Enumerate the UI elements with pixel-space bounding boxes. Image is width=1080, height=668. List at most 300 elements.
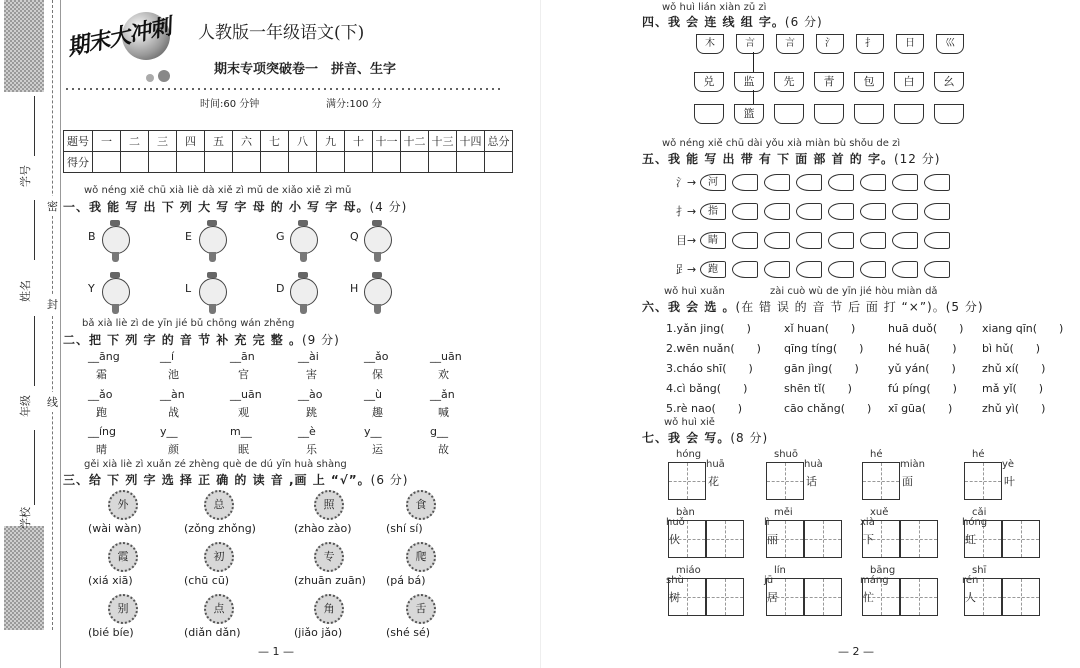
q4-score: (6 分) bbox=[784, 15, 823, 29]
q7-title-text: 七、我 会 写。 bbox=[642, 431, 731, 445]
q3-score: (6 分) bbox=[370, 473, 409, 487]
q2-pinyin-blank[interactable]: __uān bbox=[430, 350, 462, 363]
foot-answer-box[interactable] bbox=[732, 232, 758, 249]
q5-radical: 目→ bbox=[676, 234, 697, 247]
q5-title bbox=[642, 150, 940, 167]
q2-character: 观 bbox=[238, 406, 249, 419]
q6-option[interactable]: zhǔ yì( ) bbox=[982, 402, 1046, 415]
score-table-header: 题号 bbox=[64, 131, 93, 152]
q3-options[interactable]: (shí sí) bbox=[386, 522, 423, 535]
q1-title bbox=[63, 198, 407, 215]
q7-hint-pinyin: shù bbox=[666, 575, 684, 586]
q6-title bbox=[642, 298, 984, 315]
score-table-header: 八 bbox=[289, 131, 317, 152]
q2-pinyin-blank[interactable]: __àn bbox=[160, 388, 185, 401]
q4-component: 包 bbox=[863, 75, 875, 88]
teapot-icon bbox=[696, 34, 724, 54]
q2-pinyin-blank[interactable]: __è bbox=[298, 425, 316, 438]
score-cell[interactable] bbox=[289, 152, 317, 173]
q3-options[interactable]: (xiá xiā) bbox=[88, 574, 133, 587]
q3-character: 别 bbox=[117, 602, 129, 615]
foot-answer-box[interactable] bbox=[860, 232, 886, 249]
q2-character: 战 bbox=[168, 406, 179, 419]
page-title: 人教版一年级语文(下) bbox=[198, 23, 365, 43]
q2-pinyin-blank[interactable]: y__ bbox=[160, 425, 178, 438]
q7-hint-char: 忙 bbox=[863, 591, 874, 604]
score-cell[interactable] bbox=[93, 152, 121, 173]
q2-pinyin-blank[interactable]: __íng bbox=[88, 425, 117, 438]
q2-pinyin-blank[interactable]: m__ bbox=[230, 425, 252, 438]
cup-icon[interactable] bbox=[814, 72, 844, 92]
score-table-header: 六 bbox=[233, 131, 261, 152]
cup-icon[interactable] bbox=[694, 72, 724, 92]
lantern-body[interactable] bbox=[199, 226, 227, 254]
q6-option[interactable]: yǔ yán( ) bbox=[888, 362, 956, 375]
foot-answer-box[interactable] bbox=[860, 174, 886, 191]
q5-radical: 𧾷→ bbox=[676, 263, 697, 276]
foot-answer-box[interactable] bbox=[828, 261, 854, 278]
q7-hint-char: 话 bbox=[806, 475, 817, 488]
score-table-header: 十四 bbox=[457, 131, 485, 152]
q3-character: 舌 bbox=[415, 602, 427, 615]
cup-icon[interactable] bbox=[854, 104, 884, 124]
score-table-header: 五 bbox=[205, 131, 233, 152]
q7-title bbox=[642, 429, 768, 446]
score-cell[interactable] bbox=[317, 152, 345, 173]
q3-options[interactable]: (zǒng zhǒng) bbox=[184, 522, 256, 535]
foot-answer-box[interactable] bbox=[924, 203, 950, 220]
q7-hint-pinyin: huǒ bbox=[666, 517, 685, 528]
q3-character: 点 bbox=[213, 602, 225, 615]
foot-answer-box[interactable] bbox=[828, 203, 854, 220]
q6-option[interactable]: fú píng( ) bbox=[888, 382, 957, 395]
q6-option[interactable]: xī gūa( ) bbox=[888, 402, 953, 415]
q4-connect-line bbox=[753, 90, 754, 104]
foot-answer-box[interactable] bbox=[796, 203, 822, 220]
cup-icon[interactable] bbox=[734, 72, 764, 92]
q2-character: 趣 bbox=[372, 406, 383, 419]
q6-option[interactable]: 4.cì bǎng( ) bbox=[666, 382, 748, 395]
q7-hint-pinyin: lì bbox=[764, 517, 770, 528]
q4-component: 兑 bbox=[703, 75, 715, 88]
q2-pinyin-blank[interactable]: __ǎn bbox=[430, 388, 455, 401]
q3-options[interactable]: (bié bíe) bbox=[88, 626, 134, 639]
score-cell[interactable] bbox=[233, 152, 261, 173]
lantern-body[interactable] bbox=[364, 278, 392, 306]
page-number-2: — 2 — bbox=[838, 645, 874, 658]
q4-answer: 篮 bbox=[743, 107, 755, 120]
q7-hint-char: 伙 bbox=[669, 533, 680, 546]
q3-character: 专 bbox=[323, 550, 335, 563]
score-table-header: 九 bbox=[317, 131, 345, 152]
logo-dot bbox=[146, 74, 154, 82]
q7-hint-pinyin: hóng bbox=[962, 517, 988, 528]
foot-answer-box[interactable] bbox=[796, 232, 822, 249]
q2-character: 官 bbox=[238, 368, 249, 381]
foot-answer-box[interactable] bbox=[892, 232, 918, 249]
lantern-icon bbox=[197, 272, 227, 316]
tianzige-box[interactable] bbox=[804, 578, 842, 616]
flower-icon bbox=[204, 490, 234, 520]
flower-icon bbox=[406, 490, 436, 520]
q7-pinyin: bāng bbox=[870, 565, 896, 576]
lantern-tail bbox=[374, 304, 381, 314]
q3-options[interactable]: (wài wàn) bbox=[88, 522, 142, 535]
score-cell[interactable] bbox=[177, 152, 205, 173]
score-table-header: 一 bbox=[93, 131, 121, 152]
q3-character: 外 bbox=[117, 498, 129, 511]
q4-radical: 木 bbox=[705, 38, 715, 49]
score-row-label: 得分 bbox=[64, 152, 93, 173]
page-subtitle: 期末专项突破卷一 拼音、生字 bbox=[214, 62, 397, 77]
foot-answer-box[interactable] bbox=[796, 174, 822, 191]
fill-line bbox=[34, 430, 35, 505]
q7-pinyin: lín bbox=[774, 565, 786, 576]
q7-hint-char: 叶 bbox=[1004, 475, 1015, 488]
flower-icon bbox=[108, 490, 138, 520]
foot-answer-box[interactable] bbox=[732, 261, 758, 278]
q2-character: 故 bbox=[438, 443, 449, 456]
q6-option[interactable]: 2.wēn nuǎn( ) bbox=[666, 342, 761, 355]
q2-pinyin-blank[interactable]: __ǎo bbox=[364, 350, 389, 363]
q2-pinyin-blank[interactable]: __uān bbox=[230, 388, 262, 401]
q2-pinyin-blank[interactable]: __ān bbox=[230, 350, 255, 363]
q2-pinyin-blank[interactable]: __ù bbox=[364, 388, 382, 401]
q3-options[interactable]: (zhuān zuān) bbox=[294, 574, 366, 587]
score-table-header: 四 bbox=[177, 131, 205, 152]
q7-hint-pinyin: huā bbox=[706, 459, 725, 470]
q6-option[interactable]: shēn tǐ( ) bbox=[784, 382, 852, 395]
q2-pinyin: bǎ xià liè zì de yīn jié bǔ chōng wán zhěng bbox=[82, 318, 295, 329]
q7-hint-char: 人 bbox=[965, 591, 976, 604]
lantern-body[interactable] bbox=[102, 278, 130, 306]
score-table-header: 总分 bbox=[485, 131, 513, 152]
lantern-body[interactable] bbox=[290, 226, 318, 254]
logo-text: 期末大冲刺 bbox=[64, 13, 173, 62]
pattern-top bbox=[4, 0, 44, 92]
q2-character: 欢 bbox=[438, 368, 449, 381]
tianzige-box[interactable] bbox=[706, 578, 744, 616]
score-table-score-row bbox=[64, 152, 513, 173]
q6-option[interactable]: huā duǒ( ) bbox=[888, 322, 964, 335]
q2-character: 跑 bbox=[96, 406, 107, 419]
lantern-icon bbox=[100, 220, 130, 264]
q4-radical: 言 bbox=[745, 38, 755, 49]
tianzige-box[interactable] bbox=[900, 520, 938, 558]
q6-score: (5 分) bbox=[945, 300, 984, 314]
q1-letter: G bbox=[276, 230, 285, 243]
lantern-body[interactable] bbox=[364, 226, 392, 254]
tianzige-box[interactable] bbox=[862, 462, 900, 500]
score-table-header: 三 bbox=[149, 131, 177, 152]
q7-pinyin: wǒ huì xiě bbox=[664, 417, 715, 428]
q4-component: 青 bbox=[823, 75, 835, 88]
foot-answer-box[interactable] bbox=[892, 203, 918, 220]
foot-answer-box[interactable] bbox=[892, 261, 918, 278]
flower-icon bbox=[108, 542, 138, 572]
foot-answer-box[interactable] bbox=[860, 261, 886, 278]
q3-character: 初 bbox=[213, 550, 225, 563]
q5-example: 跑 bbox=[708, 264, 718, 275]
q7-hint-pinyin: jū bbox=[764, 575, 774, 586]
lantern-icon bbox=[197, 220, 227, 264]
lantern-icon bbox=[100, 272, 130, 316]
cup-icon[interactable] bbox=[734, 104, 764, 124]
score-cell[interactable] bbox=[345, 152, 373, 173]
foot-answer-box[interactable] bbox=[764, 174, 790, 191]
foot-answer-box[interactable] bbox=[764, 203, 790, 220]
foot-answer-box[interactable] bbox=[764, 232, 790, 249]
cup-icon[interactable] bbox=[854, 72, 884, 92]
flower-icon bbox=[406, 594, 436, 624]
lantern-icon bbox=[362, 220, 392, 264]
lantern-tail bbox=[300, 304, 307, 314]
q6-option[interactable]: xiang qīn( ) bbox=[982, 322, 1064, 335]
q5-example: 河 bbox=[708, 177, 718, 188]
q7-hint-char: 面 bbox=[902, 475, 913, 488]
tianzige-box[interactable] bbox=[766, 462, 804, 500]
q7-pinyin: miáo bbox=[676, 565, 701, 576]
foot-icon bbox=[700, 232, 726, 249]
cup-icon[interactable] bbox=[694, 104, 724, 124]
q1-letter: L bbox=[185, 282, 192, 295]
q7-pinyin: shī bbox=[972, 565, 987, 576]
q3-options[interactable]: (diǎn dǎn) bbox=[184, 626, 241, 639]
cup-icon[interactable] bbox=[934, 72, 964, 92]
cup-icon[interactable] bbox=[774, 72, 804, 92]
foot-answer-box[interactable] bbox=[924, 261, 950, 278]
flower-icon bbox=[108, 594, 138, 624]
q3-character: 角 bbox=[323, 602, 335, 615]
score-cell[interactable] bbox=[429, 152, 457, 173]
score-table-header: 七 bbox=[261, 131, 289, 152]
score-cell[interactable] bbox=[457, 152, 485, 173]
q4-radical: 日 bbox=[905, 38, 915, 49]
foot-answer-box[interactable] bbox=[892, 174, 918, 191]
lantern-body[interactable] bbox=[199, 278, 227, 306]
flower-icon bbox=[314, 542, 344, 572]
q4-title bbox=[642, 13, 823, 30]
foot-answer-box[interactable] bbox=[828, 232, 854, 249]
q5-radical: 扌→ bbox=[676, 205, 697, 218]
q6-option[interactable]: cāo chǎng( ) bbox=[784, 402, 872, 415]
flower-icon bbox=[314, 594, 344, 624]
score-cell[interactable] bbox=[401, 152, 429, 173]
q2-character: 喊 bbox=[438, 406, 449, 419]
lantern-tail bbox=[300, 252, 307, 262]
q4-radical: 巛 bbox=[945, 38, 955, 49]
foot-answer-box[interactable] bbox=[796, 261, 822, 278]
teapot-icon bbox=[936, 34, 964, 54]
q6-option[interactable]: bì hǔ( ) bbox=[982, 342, 1041, 355]
lantern-tail bbox=[112, 252, 119, 262]
label-school: 学校 bbox=[19, 507, 32, 529]
tianzige-box[interactable] bbox=[1002, 520, 1040, 558]
q7-hint-pinyin: rén bbox=[962, 575, 979, 586]
q6-instruction: (在 错 误 的 音 节 后 面 打 “×”)。 bbox=[735, 300, 946, 314]
lantern-tail bbox=[209, 252, 216, 262]
score-cell[interactable] bbox=[373, 152, 401, 173]
q4-radical: 言 bbox=[785, 38, 795, 49]
q4-pinyin: wǒ huì lián xiàn zǔ zì bbox=[662, 2, 767, 13]
q1-letter: E bbox=[185, 230, 192, 243]
q7-pinyin: xuě bbox=[870, 507, 889, 518]
q6-option[interactable]: hé huā( ) bbox=[888, 342, 957, 355]
lantern-tail bbox=[374, 252, 381, 262]
q2-pinyin-blank[interactable]: __āng bbox=[88, 350, 120, 363]
q5-title-text: 五、我 能 写 出 带 有 下 面 部 首 的 字。 bbox=[642, 152, 894, 166]
q3-character: 照 bbox=[323, 498, 335, 511]
pattern-bottom bbox=[4, 526, 44, 630]
q6-option[interactable]: 3.cháo shī( ) bbox=[666, 362, 753, 375]
q5-score: (12 分) bbox=[893, 152, 941, 166]
cut-char-feng: 封 bbox=[47, 294, 58, 314]
q2-character: 霜 bbox=[96, 368, 107, 381]
tianzige-box[interactable] bbox=[1002, 578, 1040, 616]
q6-option[interactable]: 5.rè nao( ) bbox=[666, 402, 743, 415]
foot-answer-box[interactable] bbox=[860, 203, 886, 220]
q2-character: 害 bbox=[306, 368, 317, 381]
tianzige-box[interactable] bbox=[804, 520, 842, 558]
q6-option[interactable]: zhǔ xí( ) bbox=[982, 362, 1046, 375]
q3-pinyin: gěi xià liè zì xuǎn zé zhèng què de dú yīn huà shàng bbox=[84, 459, 347, 470]
cup-icon[interactable] bbox=[774, 104, 804, 124]
q2-character: 池 bbox=[168, 368, 179, 381]
tianzige-box[interactable] bbox=[964, 462, 1002, 500]
q6-option[interactable]: qīng tíng( ) bbox=[784, 342, 864, 355]
q7-hint-pinyin: xià bbox=[860, 517, 875, 528]
q3-options[interactable]: (shé sé) bbox=[386, 626, 431, 639]
binding-margin bbox=[0, 0, 61, 668]
q1-title-text: 一、我 能 写 出 下 列 大 写 字 母 的 小 写 字 母。 bbox=[63, 200, 370, 214]
lantern-body[interactable] bbox=[102, 226, 130, 254]
score-cell[interactable] bbox=[121, 152, 149, 173]
teapot-icon bbox=[776, 34, 804, 54]
lantern-icon bbox=[288, 272, 318, 316]
q6-option[interactable]: 1.yǎn jing( ) bbox=[666, 322, 751, 335]
q7-hint-char: 虹 bbox=[965, 533, 976, 546]
foot-answer-box[interactable] bbox=[828, 174, 854, 191]
full-score: 满分:100 分 bbox=[326, 99, 382, 110]
q3-character: 食 bbox=[415, 498, 427, 511]
q7-hint-char: 花 bbox=[708, 475, 719, 488]
foot-answer-box[interactable] bbox=[764, 261, 790, 278]
score-table-header: 十三 bbox=[429, 131, 457, 152]
foot-icon bbox=[700, 261, 726, 278]
q4-title-text: 四、我 会 连 线 组 字。 bbox=[642, 15, 785, 29]
q2-pinyin-blank[interactable]: y__ bbox=[364, 425, 382, 438]
q2-pinyin-blank[interactable]: __í bbox=[160, 350, 175, 363]
q4-radical: 氵 bbox=[825, 38, 835, 49]
q4-component: 白 bbox=[903, 75, 915, 88]
lantern-tail bbox=[112, 304, 119, 314]
page-divider bbox=[540, 0, 541, 668]
q2-pinyin-blank[interactable]: __ài bbox=[298, 350, 319, 363]
label-name: 姓名 bbox=[19, 280, 32, 302]
tianzige-box[interactable] bbox=[668, 462, 706, 500]
q3-options[interactable]: (zhào zào) bbox=[294, 522, 352, 535]
tianzige-box[interactable] bbox=[900, 578, 938, 616]
q7-hint-pinyin: yè bbox=[1002, 459, 1015, 470]
q3-options[interactable]: (chū cū) bbox=[184, 574, 230, 587]
q4-component: 先 bbox=[783, 75, 795, 88]
cup-icon[interactable] bbox=[934, 104, 964, 124]
q3-character: 爬 bbox=[415, 550, 427, 563]
score-cell[interactable] bbox=[205, 152, 233, 173]
q1-letter: Q bbox=[350, 230, 359, 243]
q3-options[interactable]: (jiǎo jǎo) bbox=[294, 626, 343, 639]
foot-answer-box[interactable] bbox=[924, 232, 950, 249]
q7-pinyin: hóng bbox=[676, 449, 702, 460]
q2-character: 运 bbox=[372, 443, 383, 456]
score-cell[interactable] bbox=[149, 152, 177, 173]
fill-line bbox=[34, 96, 35, 156]
q7-pinyin: měi bbox=[774, 507, 793, 518]
q2-pinyin-blank[interactable]: g__ bbox=[430, 425, 448, 438]
exam-time: 时间:60 分钟 bbox=[200, 99, 260, 110]
q3-character: 霞 bbox=[117, 550, 129, 563]
logo bbox=[66, 8, 176, 88]
q7-hint-char: 下 bbox=[863, 533, 874, 546]
q6-option[interactable]: mǎ yǐ( ) bbox=[982, 382, 1044, 395]
lantern-body[interactable] bbox=[290, 278, 318, 306]
dotted-divider bbox=[64, 86, 500, 92]
foot-icon bbox=[700, 203, 726, 220]
q2-score: (9 分) bbox=[301, 333, 340, 347]
cup-icon[interactable] bbox=[894, 72, 924, 92]
q2-character: 颜 bbox=[168, 443, 179, 456]
cup-icon[interactable] bbox=[894, 104, 924, 124]
flower-icon bbox=[204, 594, 234, 624]
score-table bbox=[63, 130, 513, 173]
tianzige-box[interactable] bbox=[706, 520, 744, 558]
q7-pinyin: hé bbox=[870, 449, 883, 460]
q6-option[interactable]: xǐ huan( ) bbox=[784, 322, 856, 335]
q3-title bbox=[63, 471, 408, 488]
q4-component: 监 bbox=[743, 75, 755, 88]
q1-letter: D bbox=[276, 282, 285, 295]
q5-example: 睛 bbox=[708, 235, 718, 246]
q2-title-text: 二、把 下 列 字 的 音 节 补 充 完 整 。 bbox=[63, 333, 302, 347]
foot-answer-box[interactable] bbox=[732, 174, 758, 191]
label-student-no: 学号 bbox=[19, 165, 32, 187]
lantern-tail bbox=[209, 304, 216, 314]
q2-pinyin-blank[interactable]: __ào bbox=[298, 388, 323, 401]
flower-icon bbox=[406, 542, 436, 572]
foot-answer-box[interactable] bbox=[732, 203, 758, 220]
q3-options[interactable]: (pá bá) bbox=[386, 574, 426, 587]
score-cell[interactable] bbox=[485, 152, 513, 173]
cup-icon[interactable] bbox=[814, 104, 844, 124]
q6-title-text: 六、我 会 选 。 bbox=[642, 300, 736, 314]
foot-answer-box[interactable] bbox=[924, 174, 950, 191]
fill-line bbox=[34, 316, 35, 386]
score-table-header: 十一 bbox=[373, 131, 401, 152]
q7-pinyin: cǎi bbox=[972, 507, 987, 518]
teapot-icon bbox=[856, 34, 884, 54]
q2-character: 眠 bbox=[238, 443, 249, 456]
cut-char-mi: 密 bbox=[47, 196, 58, 216]
q7-hint-pinyin: máng bbox=[860, 575, 889, 586]
cut-char-xian: 线 bbox=[47, 392, 58, 412]
q4-connect-line bbox=[753, 52, 754, 72]
q2-pinyin-blank[interactable]: __ǎo bbox=[88, 388, 113, 401]
teapot-icon bbox=[816, 34, 844, 54]
score-cell[interactable] bbox=[261, 152, 289, 173]
score-table-header: 十二 bbox=[401, 131, 429, 152]
q6-option[interactable]: gān jìng( ) bbox=[784, 362, 859, 375]
fill-line bbox=[34, 200, 35, 260]
